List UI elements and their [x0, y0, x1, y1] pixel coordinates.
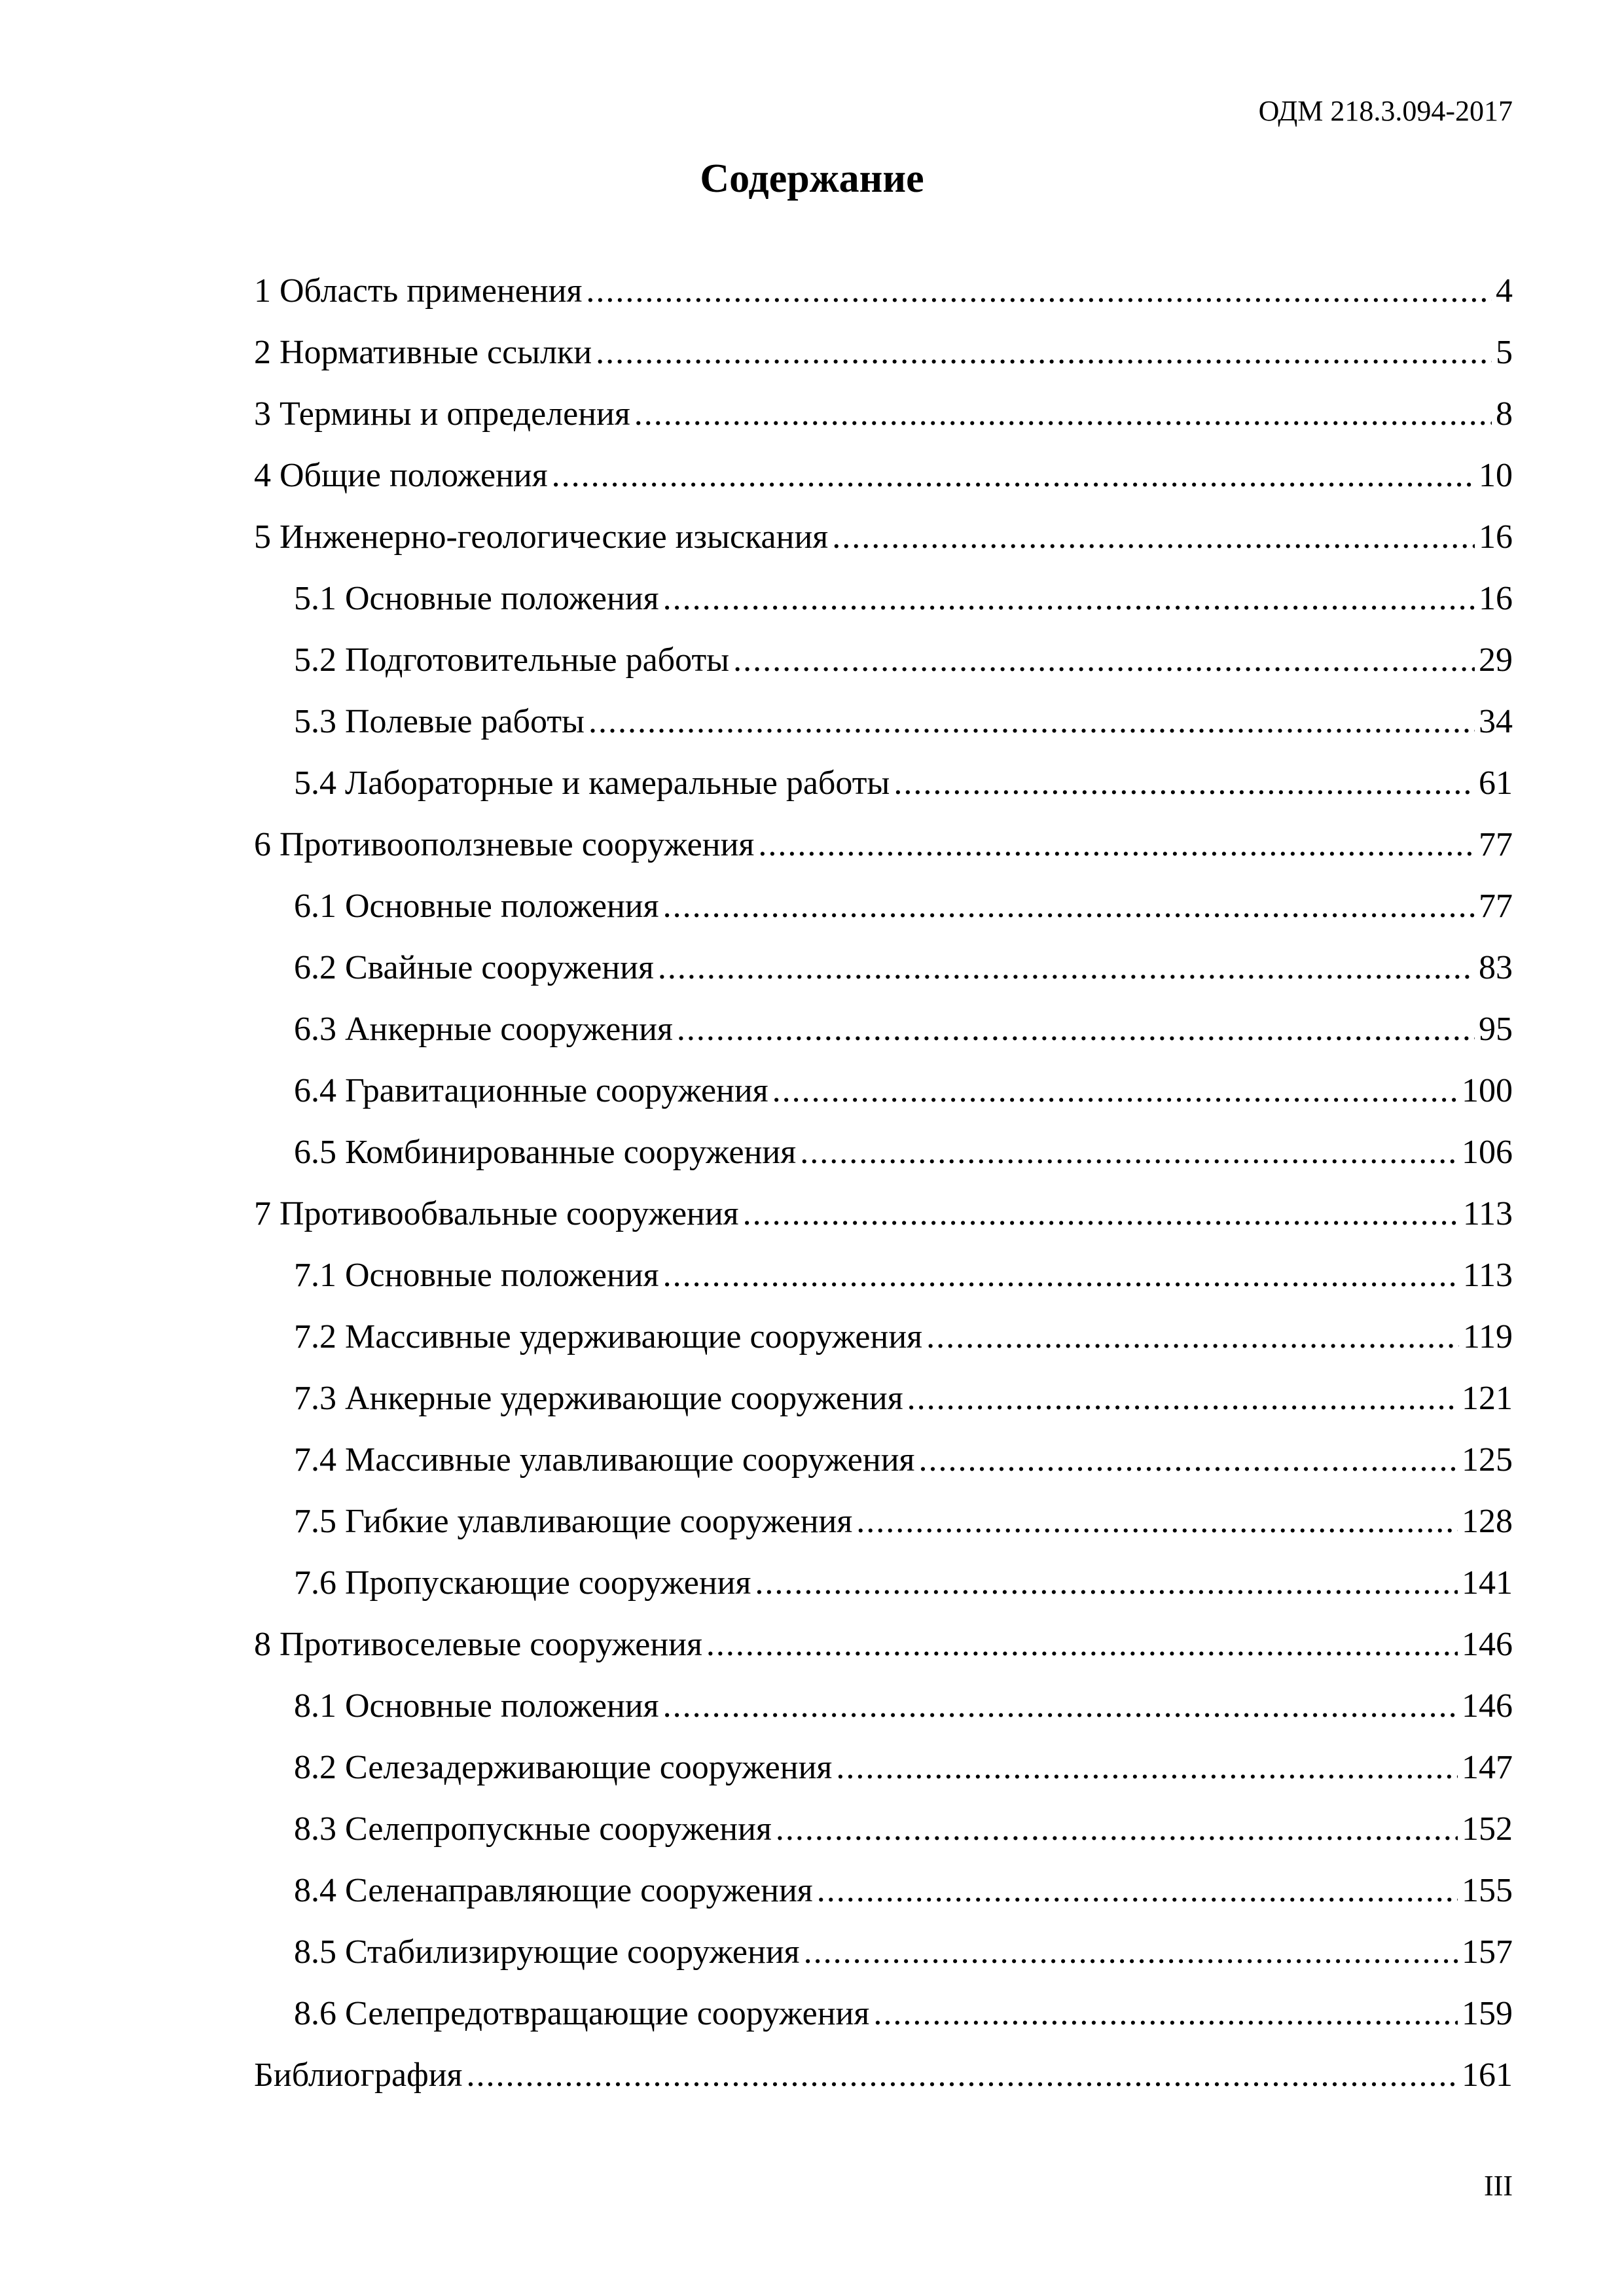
toc-entry-page: 34 [1479, 703, 1513, 740]
toc-entry-page: 61 [1479, 764, 1513, 802]
toc-entry-label: 7.4 Массивные улавливающие сооружения [294, 1441, 915, 1479]
toc-entry-page: 10 [1479, 457, 1513, 494]
toc-dot-leader [836, 1737, 1458, 1799]
toc-entry-label: 8.5 Стабилизирующие сооружения [294, 1933, 800, 1971]
page-number: III [1484, 2170, 1513, 2202]
toc-entry-page: 5 [1496, 334, 1513, 371]
toc-entry-label: 7.1 Основные положения [294, 1257, 659, 1294]
toc-entry-page: 77 [1479, 888, 1513, 925]
toc-entry-page: 121 [1462, 1380, 1513, 1417]
toc-entry-label: 5.4 Лабораторные и камеральные работы [294, 764, 890, 802]
toc-entry-page: 146 [1462, 1626, 1513, 1663]
toc-dot-leader [552, 445, 1475, 507]
toc-entry-label: 5.3 Полевые работы [294, 703, 585, 740]
toc-entry[interactable] [254, 814, 1513, 876]
toc-dot-leader [926, 1306, 1459, 1368]
toc-dot-leader [596, 322, 1492, 384]
toc-dot-leader [706, 1614, 1458, 1676]
toc-entry-label: 5.2 Подготовительные работы [294, 641, 730, 679]
toc-entry-label: 2 Нормативные ссылки [254, 334, 592, 371]
toc-entry-page: 141 [1462, 1564, 1513, 1602]
toc-dot-leader [755, 1552, 1458, 1614]
toc-dot-leader [817, 1860, 1458, 1922]
toc-subentry[interactable] [254, 1491, 1513, 1552]
toc-entry-page: 157 [1462, 1933, 1513, 1971]
toc-entry-page: 125 [1462, 1441, 1513, 1479]
toc-dot-leader [588, 691, 1475, 753]
toc-dot-leader [758, 814, 1475, 876]
toc-dot-leader [586, 260, 1492, 322]
toc-dot-leader [677, 999, 1475, 1060]
toc-subentry[interactable] [254, 1368, 1513, 1429]
toc-entry[interactable] [254, 507, 1513, 568]
toc-entry-label: 7.6 Пропускающие сооружения [294, 1564, 751, 1602]
toc-entry[interactable] [254, 322, 1513, 384]
toc-entry-page: 146 [1462, 1687, 1513, 1725]
toc-entry-page: 100 [1462, 1072, 1513, 1109]
toc-entry-page: 161 [1462, 2056, 1513, 2094]
toc-entry-label: 6.4 Гравитационные сооружения [294, 1072, 768, 1109]
toc-entry-label: 7.2 Массивные удерживающие сооружения [294, 1318, 923, 1355]
toc-entry-page: 128 [1462, 1503, 1513, 1540]
toc-entry-page: 77 [1479, 826, 1513, 863]
toc-subentry[interactable] [254, 691, 1513, 753]
toc-subentry[interactable] [254, 1922, 1513, 1983]
toc-entry-label: Библиография [254, 2056, 463, 2094]
toc-entry-label: 7.5 Гибкие улавливающие сооружения [294, 1503, 853, 1540]
toc-entry-label: 8 Противоселевые сооружения [254, 1626, 702, 1663]
toc-dot-leader [663, 876, 1475, 937]
toc-dot-leader [918, 1429, 1458, 1491]
toc-subentry[interactable] [254, 1122, 1513, 1183]
toc-entry-label: 8.2 Селезадерживающие сооружения [294, 1749, 833, 1786]
toc-entry[interactable] [254, 1614, 1513, 1676]
toc-subentry[interactable] [254, 630, 1513, 691]
document-code: ОДМ 218.3.094-2017 [1258, 95, 1513, 127]
toc-subentry[interactable] [254, 876, 1513, 937]
toc-subentry[interactable] [254, 1860, 1513, 1922]
toc-dot-leader [772, 1060, 1458, 1122]
toc-entry-label: 8.3 Селепропускные сооружения [294, 1810, 772, 1848]
toc-entry-page: 155 [1462, 1872, 1513, 1909]
toc-subentry[interactable] [254, 1983, 1513, 2045]
toc-subentry[interactable] [254, 1245, 1513, 1306]
toc-subentry[interactable] [254, 1676, 1513, 1737]
toc-entry-label: 3 Термины и определения [254, 395, 630, 433]
toc-dot-leader [873, 1983, 1458, 2045]
toc-subentry[interactable] [254, 1737, 1513, 1799]
toc-entry-label: 1 Область применения [254, 272, 583, 310]
toc-entry-label: 8.6 Селепредотвращающие сооружения [294, 1995, 870, 2032]
table-of-contents [254, 260, 1513, 2106]
toc-subentry[interactable] [254, 753, 1513, 814]
toc-subentry[interactable] [254, 1429, 1513, 1491]
toc-entry-page: 106 [1462, 1134, 1513, 1171]
toc-subentry[interactable] [254, 1799, 1513, 1860]
toc-entry[interactable] [254, 445, 1513, 507]
toc-entry-page: 147 [1462, 1749, 1513, 1786]
toc-entry-label: 8.4 Селенаправляющие сооружения [294, 1872, 813, 1909]
toc-entry-page: 8 [1496, 395, 1513, 433]
toc-entry-page: 16 [1479, 580, 1513, 617]
toc-entry-page: 159 [1462, 1995, 1513, 2032]
toc-entry-page: 16 [1479, 518, 1513, 556]
toc-subentry[interactable] [254, 1306, 1513, 1368]
toc-entry-label: 7.3 Анкерные удерживающие сооружения [294, 1380, 903, 1417]
toc-entry-label: 5.1 Основные положения [294, 580, 659, 617]
toc-entry-page: 83 [1479, 949, 1513, 986]
toc-entry-page: 119 [1462, 1318, 1513, 1355]
toc-dot-leader [800, 1122, 1458, 1183]
toc-dot-leader [856, 1491, 1458, 1552]
toc-entry[interactable] [254, 384, 1513, 445]
toc-entry-label: 7 Противообвальные сооружения [254, 1195, 739, 1232]
toc-dot-leader [832, 507, 1475, 568]
toc-dot-leader [658, 937, 1475, 999]
toc-entry-label: 6 Противооползневые сооружения [254, 826, 755, 863]
toc-dot-leader [466, 2045, 1458, 2106]
toc-entry-label: 5 Инженерно-геологические изыскания [254, 518, 829, 556]
toc-subentry[interactable] [254, 937, 1513, 999]
toc-entry-label: 6.5 Комбинированные сооружения [294, 1134, 797, 1171]
toc-dot-leader [663, 568, 1475, 630]
toc-subentry[interactable] [254, 1552, 1513, 1614]
toc-entry-page: 4 [1496, 272, 1513, 310]
toc-dot-leader [907, 1368, 1458, 1429]
toc-dot-leader [776, 1799, 1458, 1860]
toc-entry[interactable] [254, 260, 1513, 322]
toc-entry-page: 95 [1479, 1011, 1513, 1048]
toc-subentry[interactable] [254, 568, 1513, 630]
toc-entry[interactable] [254, 2045, 1513, 2106]
toc-entry-page: 113 [1462, 1195, 1513, 1232]
toc-entry[interactable] [254, 1183, 1513, 1245]
toc-entry-page: 29 [1479, 641, 1513, 679]
toc-entry-page: 113 [1462, 1257, 1513, 1294]
toc-dot-leader [634, 384, 1492, 445]
toc-dot-leader [663, 1676, 1458, 1737]
toc-entry-label: 6.1 Основные положения [294, 888, 659, 925]
toc-entry-page: 152 [1462, 1810, 1513, 1848]
toc-entry-label: 6.3 Анкерные сооружения [294, 1011, 673, 1048]
toc-dot-leader [733, 630, 1475, 691]
toc-subentry[interactable] [254, 999, 1513, 1060]
toc-dot-leader [743, 1183, 1459, 1245]
toc-dot-leader [663, 1245, 1459, 1306]
toc-dot-leader [804, 1922, 1458, 1983]
toc-dot-leader [893, 753, 1475, 814]
toc-subentry[interactable] [254, 1060, 1513, 1122]
toc-entry-label: 4 Общие положения [254, 457, 548, 494]
page-title: Содержание [700, 156, 924, 201]
toc-entry-label: 8.1 Основные положения [294, 1687, 659, 1725]
toc-entry-label: 6.2 Свайные сооружения [294, 949, 654, 986]
